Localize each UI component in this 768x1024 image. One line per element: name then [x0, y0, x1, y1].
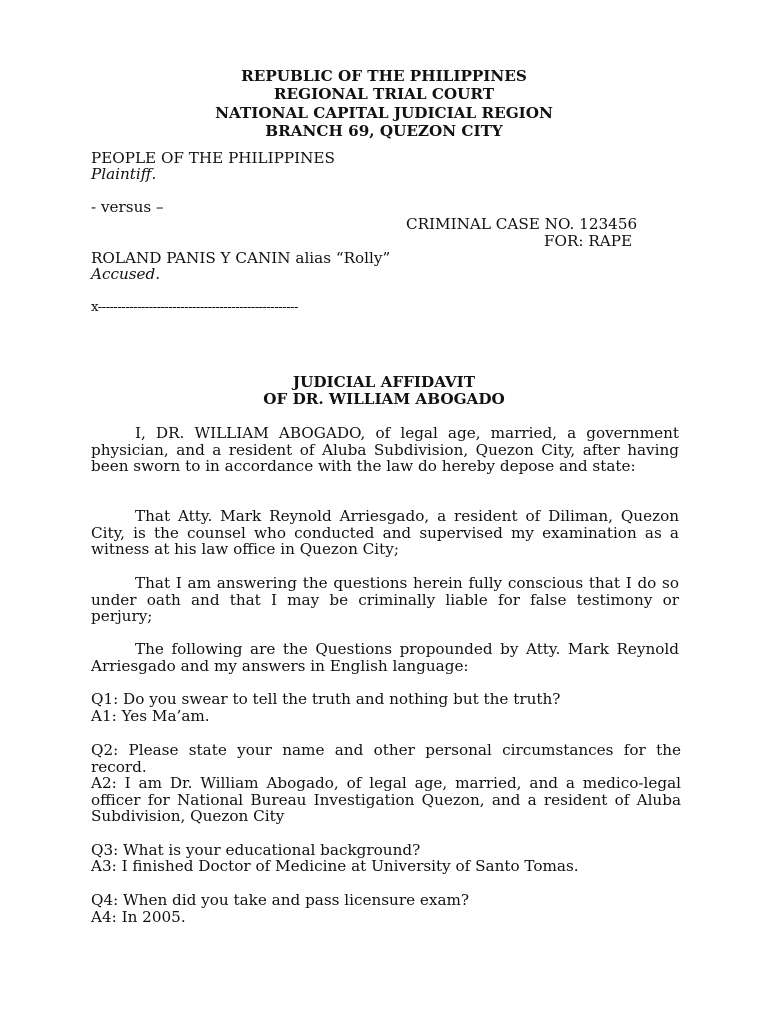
- plaintiff-name: PEOPLE OF THE PHILIPPINES: [91, 149, 335, 167]
- question-4: Q4: When did you take and pass licensure exam?: [91, 891, 470, 909]
- answer-4: A4: In 2005.: [91, 908, 186, 926]
- header-republic: REPUBLIC OF THE PHILIPPINES: [241, 67, 527, 85]
- case-number: CRIMINAL CASE NO. 123456: [406, 215, 638, 233]
- paragraph-counsel: That Atty. Mark Reynold Arriesgado, a resident of Diliman, Quezon City, is the counsel who conducted and supervised my examination as a witness at his law office in Quezon City;: [91, 507, 679, 559]
- header-court: REGIONAL TRIAL COURT: [273, 85, 495, 104]
- accused-role: Accused.: [91, 265, 161, 283]
- answer-1: A1: Yes Ma’am.: [91, 707, 210, 725]
- paragraph-questions-intro: The following are the Questions propounded by Atty. Mark Reynold Arriesgado and my answers in English language:: [91, 640, 679, 675]
- answer-2: A2: I am Dr. William Abogado, of legal age, married, and a medico-legal officer for National Bureau Investigation Quezon, and a resident of Aluba Subdivision, Quezon City: [91, 774, 681, 826]
- versus-text: - versus –: [91, 198, 164, 216]
- affidavit-title: JUDICIAL AFFIDAVIT: [292, 373, 476, 391]
- question-2: Q2: Please state your name and other personal circumstances for the record.: [91, 741, 681, 776]
- paragraph-intro: I, DR. WILLIAM ABOGADO, of legal age, married, a government physician, and a resident of Aluba Subdivision, Quezon City, after having been sworn to in accordance with the law do hereby depose and state:: [91, 424, 679, 476]
- accused-name: ROLAND PANIS Y CANIN alias “Rolly”: [91, 249, 391, 267]
- answer-3: A3: I finished Doctor of Medicine at University of Santo Tomas.: [91, 857, 579, 875]
- header-branch: BRANCH 69, QUEZON CITY: [265, 122, 503, 141]
- paragraph-oath: That I am answering the questions herein fully conscious that I do so under oath and that I may be criminally liable for false testimony or perjury;: [91, 574, 679, 626]
- header-region: NATIONAL CAPITAL JUDICIAL REGION: [215, 103, 553, 122]
- question-1: Q1: Do you swear to tell the truth and nothing but the truth?: [91, 690, 561, 708]
- plaintiff-role: Plaintiff.: [91, 165, 157, 183]
- question-3: Q3: What is your educational background?: [91, 841, 421, 859]
- case-charge: FOR: RAPE: [544, 232, 633, 250]
- court-header: [0, 67, 768, 141]
- caption-separator: x---------------------------------------------------: [91, 300, 298, 315]
- affidavit-subtitle: OF DR. WILLIAM ABOGADO: [263, 390, 505, 408]
